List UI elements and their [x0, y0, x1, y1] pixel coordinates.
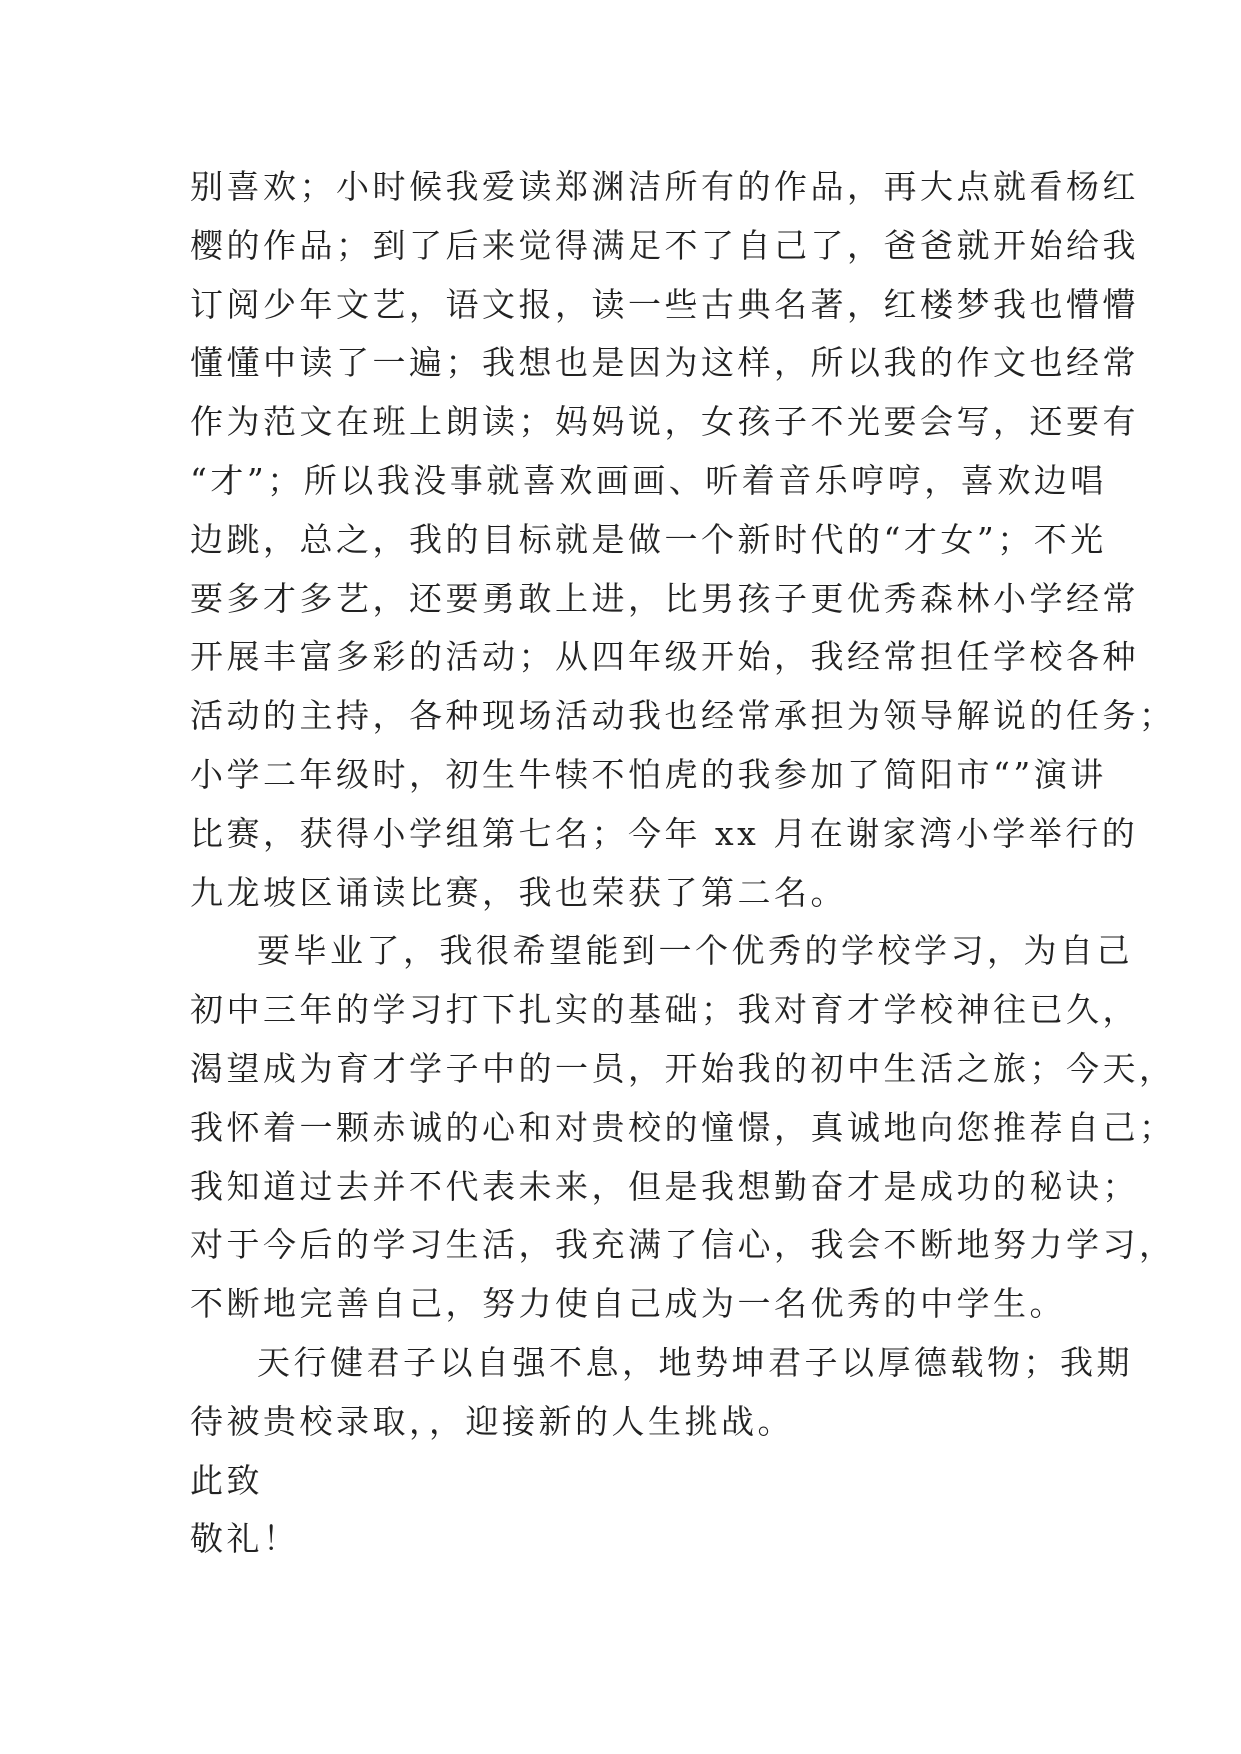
text-line: 小学二年级时，初生牛犊不怕虎的我参加了简阳市“”演讲: [190, 754, 1107, 794]
text-line: 要多才多艺，还要勇敢上进，比男孩子更优秀森林小学经常: [190, 578, 1139, 618]
text-line: 我知道过去并不代表未来，但是我想勤奋才是成功的秘诀；: [190, 1166, 1139, 1206]
closing-line: 此致: [190, 1460, 263, 1500]
text-line: “才”；所以我没事就喜欢画画、听着音乐哼哼，喜欢边唱: [190, 460, 1107, 500]
text-line: 别喜欢；小时候我爱读郑渊洁所有的作品，再大点就看杨红: [190, 167, 1139, 206]
text-line: 九龙坡区诵读比赛，我也荣获了第二名。: [190, 872, 847, 912]
text-line: 作为范文在班上朗读；妈妈说，女孩子不光要会写，还要有: [190, 402, 1139, 442]
text-line: 初中三年的学习打下扎实的基础；我对育才学校神往已久，: [190, 990, 1139, 1030]
text-line: 开展丰富多彩的活动；从四年级开始，我经常担任学校各种: [190, 637, 1139, 677]
letter-body: [190, 158, 1176, 1569]
text-line: 对于今后的学习生活，我充满了信心，我会不断地努力学习，: [190, 1225, 1176, 1265]
text-line: 懂懂中读了一遍；我想也是因为这样，所以我的作文也经常: [190, 343, 1139, 383]
text-line: 渴望成为育才学子中的一员，开始我的初中生活之旅；今天，: [190, 1048, 1176, 1088]
text-line: 订阅少年文艺，语文报，读一些古典名著，红楼梦我也懵懵: [190, 284, 1139, 324]
text-line: 比赛，获得小学组第七名；今年 xx 月在谢家湾小学举行的: [190, 813, 1139, 853]
paragraph-start-line: 天行健君子以自强不息，地势坤君子以厚德载物；我期: [257, 1342, 1133, 1382]
salutation-line: 敬礼！: [190, 1519, 300, 1559]
text-line: 樱的作品；到了后来觉得满足不了自己了，爸爸就开始给我: [190, 225, 1139, 265]
text-line: 待被贵校录取，，迎接新的人生挑战。: [190, 1401, 794, 1441]
text-line: 不断地完善自己，努力使自己成为一名优秀的中学生。: [190, 1284, 1066, 1324]
text-line: 活动的主持，各种现场活动我也经常承担为领导解说的任务；: [190, 696, 1176, 736]
paragraph-start-line: 要毕业了，我很希望能到一个优秀的学校学习，为自己: [257, 931, 1133, 971]
text-line: 我怀着一颗赤诚的心和对贵校的憧憬，真诚地向您推荐自己；: [190, 1107, 1176, 1147]
text-line: 边跳，总之，我的目标就是做一个新时代的“才女”；不光: [190, 519, 1107, 559]
